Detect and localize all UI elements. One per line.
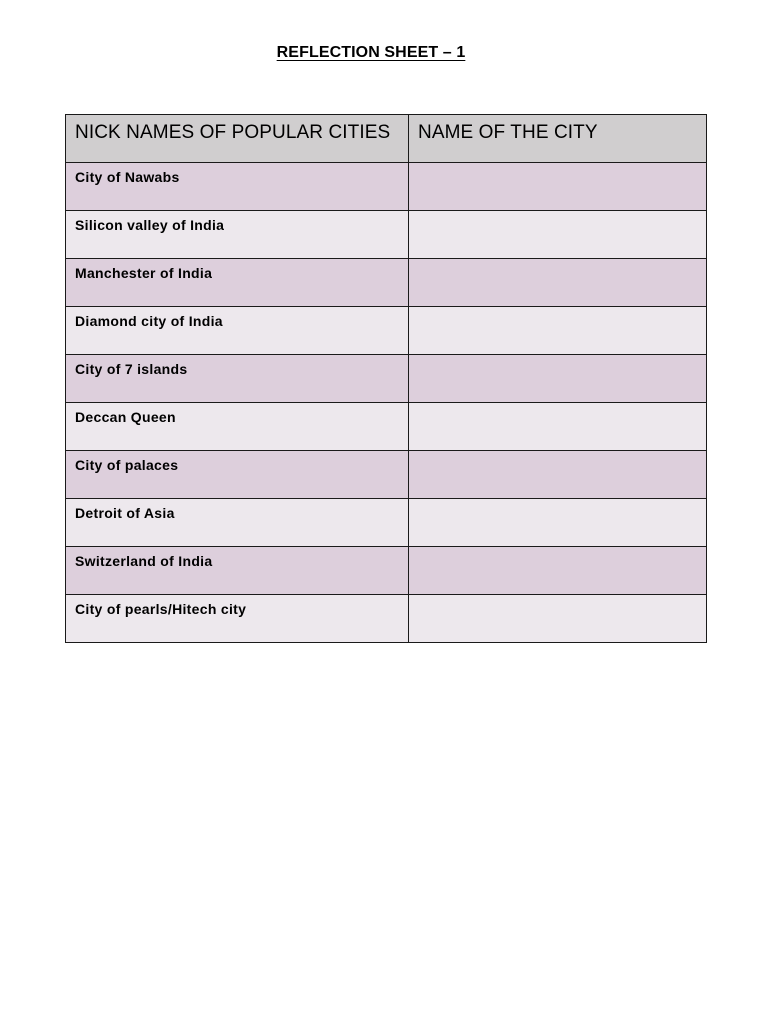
city-answer-cell[interactable] — [409, 259, 707, 307]
city-answer-cell[interactable] — [409, 547, 707, 595]
city-answer-cell[interactable] — [409, 403, 707, 451]
nickname-cell: City of 7 islands — [66, 355, 409, 403]
table-row — [66, 307, 707, 355]
table-row — [66, 451, 707, 499]
header-nicknames: NICK NAMES OF POPULAR CITIES — [66, 115, 409, 163]
city-answer-cell[interactable] — [409, 451, 707, 499]
nickname-cell: Deccan Queen — [66, 403, 409, 451]
nickname-cell: Switzerland of India — [66, 547, 409, 595]
city-answer-cell[interactable] — [409, 595, 707, 643]
city-answer-cell[interactable] — [409, 211, 707, 259]
table-row — [66, 211, 707, 259]
nickname-cell: Silicon valley of India — [66, 211, 409, 259]
nicknames-table — [65, 114, 707, 643]
city-answer-cell[interactable] — [409, 307, 707, 355]
nickname-cell: City of Nawabs — [66, 163, 409, 211]
city-answer-cell[interactable] — [409, 499, 707, 547]
header-city-name: NAME OF THE CITY — [409, 115, 707, 163]
nickname-cell: Detroit of Asia — [66, 499, 409, 547]
table-row — [66, 595, 707, 643]
nickname-cell: Manchester of India — [66, 259, 409, 307]
table-row — [66, 499, 707, 547]
table-row — [66, 259, 707, 307]
nickname-cell: City of pearls/Hitech city — [66, 595, 409, 643]
table-row — [66, 355, 707, 403]
nickname-cell: City of palaces — [66, 451, 409, 499]
city-answer-cell[interactable] — [409, 163, 707, 211]
nickname-cell: Diamond city of India — [66, 307, 409, 355]
table-header-row — [66, 115, 707, 163]
table-row — [66, 163, 707, 211]
sheet-title: REFLECTION SHEET – 1 — [276, 44, 466, 61]
table-row — [66, 547, 707, 595]
table-row — [66, 403, 707, 451]
city-answer-cell[interactable] — [409, 355, 707, 403]
